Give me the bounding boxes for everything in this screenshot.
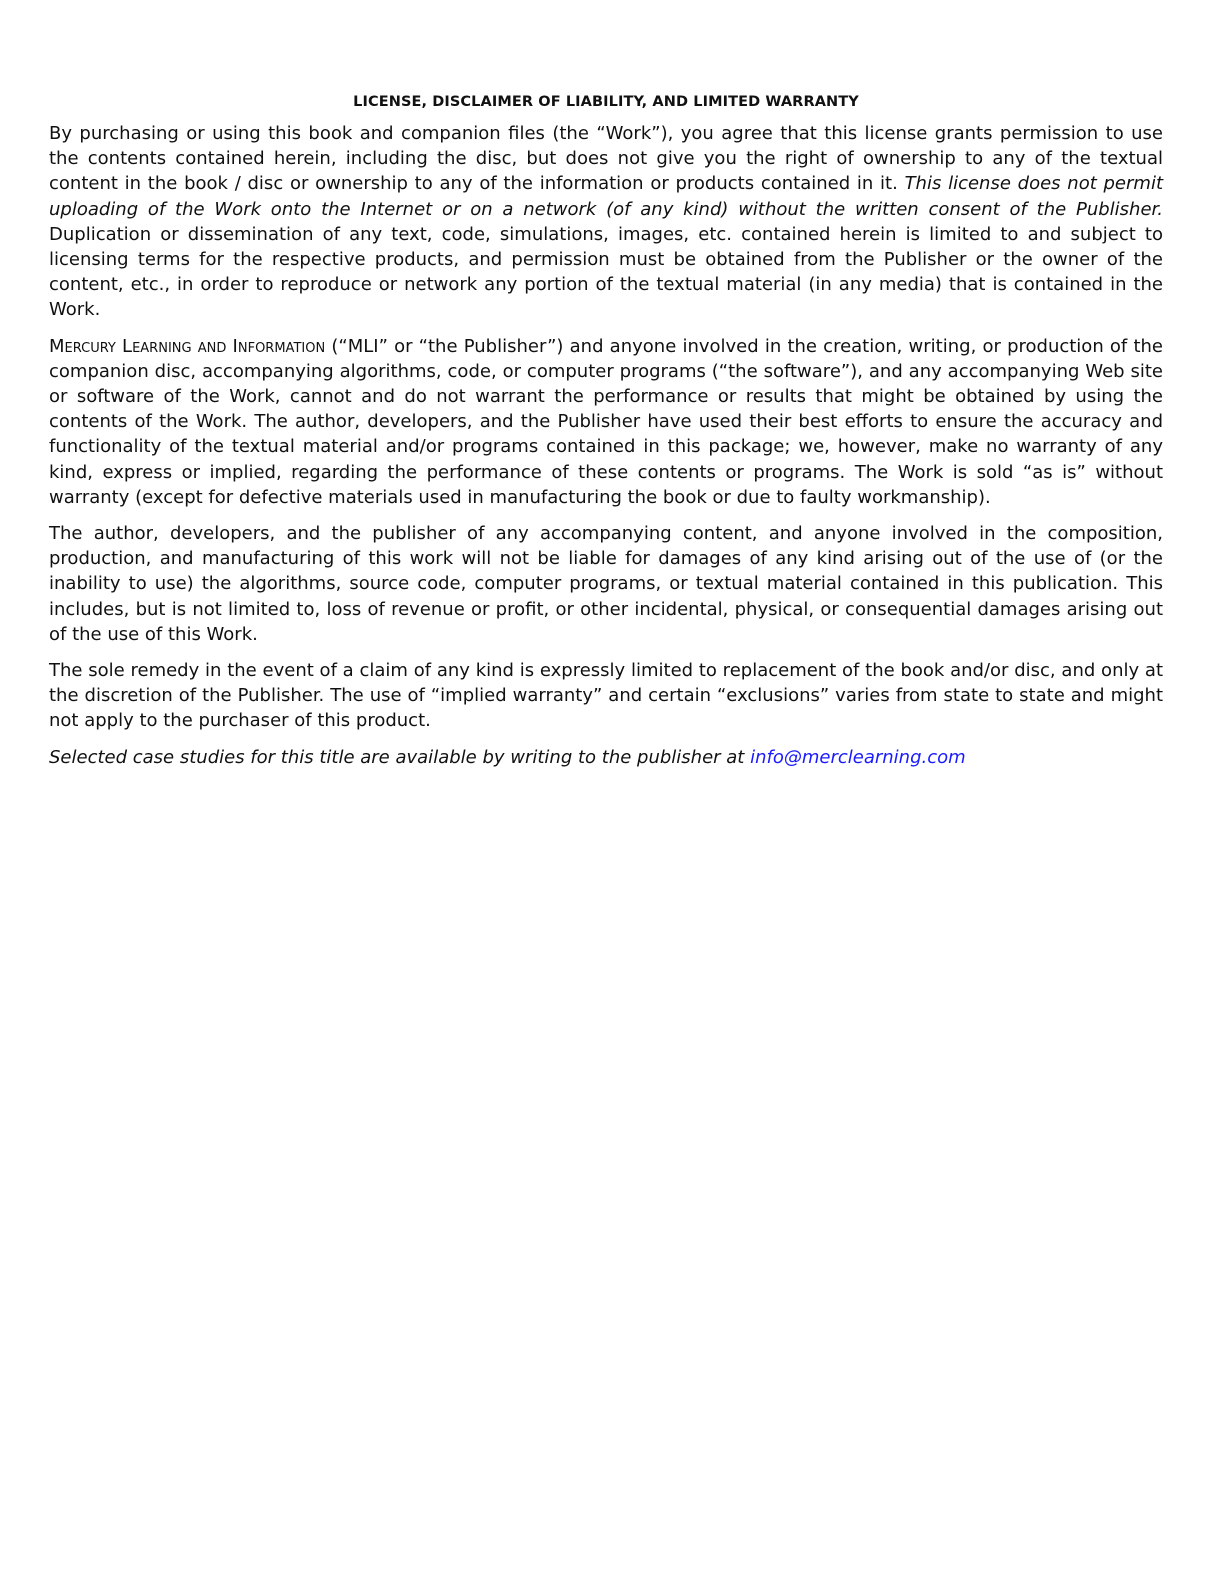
paragraph-remedy: The sole remedy in the event of a claim of any kind is expressly limited to replacement of the book and/or disc, and only at the discretion of the Publisher. The use of “implied warranty” and certain “exclusions” varies from state to state and might not apply to the purchaser of this product. <box>49 660 1163 732</box>
paragraph-disclaimer <box>49 334 1163 510</box>
paragraph-case-studies <box>49 745 1163 770</box>
paragraph-license-grant-italic: This license does not permit uploading of the Work onto the Internet or on a network (of any kind) without the written consent of the Publisher. <box>49 173 1164 220</box>
page-title: LICENSE, DISCLAIMER OF LIABILITY, AND LIMITED WARRANTY <box>353 94 859 110</box>
paragraph-license-grant-text-a: By purchasing or using this book and companion files (the “Work”), you agree that this license grants permission to use the contents contained herein, including the disc, but does not give you the right of ownership to any of the textual content in the book / disc or ownership to any of the information or products contained in it. <box>49 123 1163 195</box>
case-studies-text: Selected case studies for this title are available by writing to the publisher at <box>49 746 751 768</box>
publisher-name: Mercury Learning and Information <box>49 335 326 357</box>
paragraph-license-grant <box>49 121 1163 323</box>
license-page <box>49 92 1163 781</box>
publisher-email-link[interactable]: info@merclearning.com <box>750 746 966 768</box>
paragraph-license-grant-text-b: Duplication or dissemination of any text, code, simulations, images, etc. contained herein is limited to and subject to licensing terms for the respective products, and permission must be obtained from the Publisher or the owner of the content, etc., in order to reproduce or network any portion of the textual material (in any media) that is contained in the Work. <box>49 223 1163 321</box>
paragraph-disclaimer-text: (“MLI” or “the Publisher”) and anyone involved in the creation, writing, or production of the companion disc, accompanying algorithms, code, or computer programs (“the software”), and any accompanying Web site or software of the Work, cannot and do not warrant the performance or results that might be obtained by using the contents of the Work. The author, developers, and the Publisher have used their best efforts to ensure the accuracy and functionality of the textual material and/or programs contained in this package; we, however, make no warranty of any kind, express or implied, regarding the performance of these contents or programs. The Work is sold “as is” without warranty (except for defective materials used in manufacturing the book or due to faulty workmanship). <box>49 335 1163 508</box>
paragraph-liability: The author, developers, and the publisher of any accompanying content, and anyone involved in the composition, production, and manufacturing of this work will not be liable for damages of any kind arising out of the use of (or the inability to use) the algorithms, source code, computer programs, or textual material contained in this publication. This includes, but is not limited to, loss of revenue or profit, or other incidental, physical, or consequential damages arising out of the use of this Work. <box>49 523 1163 645</box>
